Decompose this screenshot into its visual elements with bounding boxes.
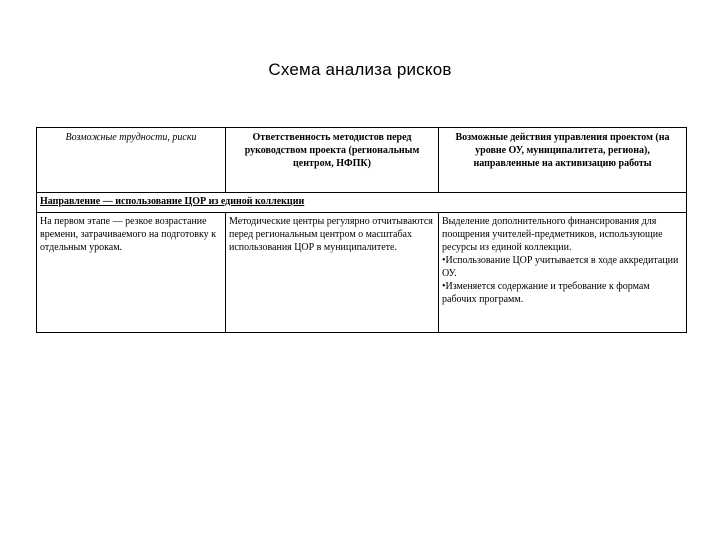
cell-actions [439,213,687,333]
action-item-accreditation: • Использование ЦОР учитывается в ходе аккредитации ОУ. [442,254,683,280]
cell-responsibility: Методические центры регулярно отчитываются перед региональным центром о масштабах использования ЦОР в муниципалитете. [226,213,439,333]
cell-difficulty: На первом этапе — резкое возрастание времени, затрачиваемого на подготовку к отдельным урокам. [37,213,226,333]
direction-row [37,193,687,213]
risk-analysis-table [36,127,687,333]
header-responsibility: Ответственность методистов перед руководством проекта (региональным центром, НФПК) [226,128,439,193]
header-actions: Возможные действия управления проектом (на уровне ОУ, муниципалитета, региона), направленные на активизацию работы [439,128,687,193]
table-header-row [37,128,687,193]
direction-label: Направление — использование ЦОР из единой коллекции [37,193,687,213]
table-row [37,213,687,333]
header-difficulties: Возможные трудности, риски [37,128,226,193]
action-item-programs: • Изменяется содержание и требование к формам рабочих программ. [442,280,683,306]
actions-intro: Выделение дополнительного финансирования для поощрения учителей-предметников, использующие ресурсы из единой коллекции. [442,216,663,253]
page-title: Схема анализа рисков [268,60,452,79]
